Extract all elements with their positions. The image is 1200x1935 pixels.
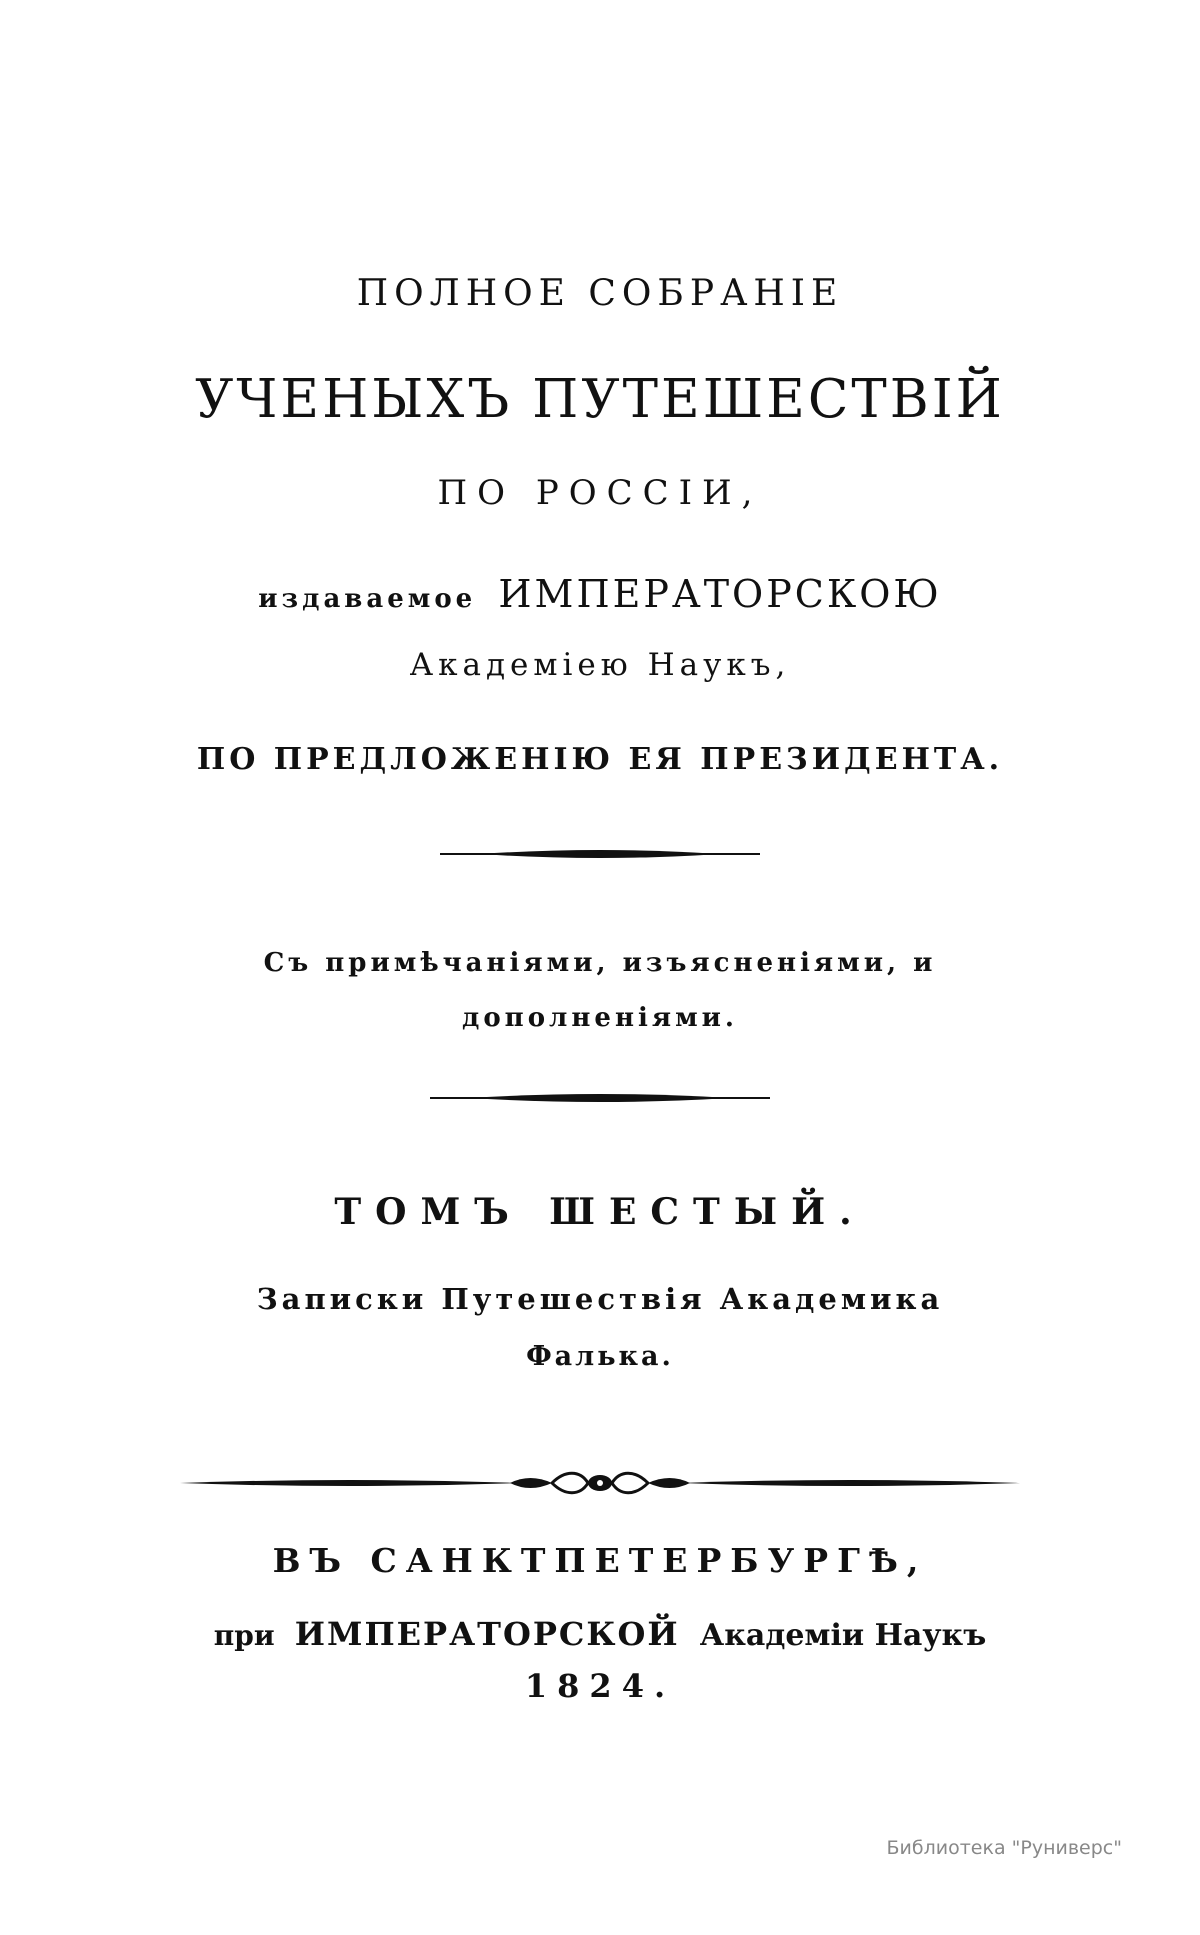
imprint-pri: при bbox=[213, 1619, 275, 1652]
imprint-academy: Академіи Наукъ bbox=[699, 1618, 987, 1653]
notes-line-1: Съ примѣчаніями, изъясненіями, и bbox=[263, 948, 937, 978]
contents-line-1: Записки Путешествія Академика bbox=[256, 1282, 944, 1316]
title-line-1: ПОЛНОЕ СОБРАНІЕ bbox=[356, 273, 844, 314]
notes-line-2: дополненіями. bbox=[462, 1003, 738, 1033]
imprint-city: ВЪ САНКТПЕТЕРБУРГѢ, bbox=[272, 1541, 928, 1580]
publisher-prefix: издаваемое bbox=[258, 584, 477, 614]
title-line-2: УЧЕНЫХЪ ПУТЕШЕСТВІЙ bbox=[195, 369, 1005, 430]
publisher-name: ИМПЕРАТОРСКОЮ bbox=[498, 572, 942, 616]
library-watermark: Библиотека "Руниверс" bbox=[886, 1837, 1122, 1859]
publication-year: 1824. bbox=[524, 1667, 676, 1705]
imprint-publisher-line bbox=[0, 1615, 1200, 1653]
academy-line: Академіею Наукъ, bbox=[409, 647, 791, 683]
volume-title: ТОМЪ ШЕСТЫЙ. bbox=[334, 1191, 866, 1233]
contents-line-2: Фалька. bbox=[526, 1341, 674, 1372]
divider-rule-2 bbox=[0, 1091, 1200, 1105]
publisher-line bbox=[0, 572, 1200, 616]
president-line: ПО ПРЕДЛОЖЕНІЮ ЕЯ ПРЕЗИДЕНТА. bbox=[196, 742, 1004, 777]
divider-rule-1 bbox=[0, 847, 1200, 861]
title-line-3: ПО РОССІИ, bbox=[437, 473, 763, 513]
imprint-publisher: ИМПЕРАТОРСКОЙ bbox=[294, 1615, 680, 1653]
ornamental-rule bbox=[0, 1468, 1200, 1498]
